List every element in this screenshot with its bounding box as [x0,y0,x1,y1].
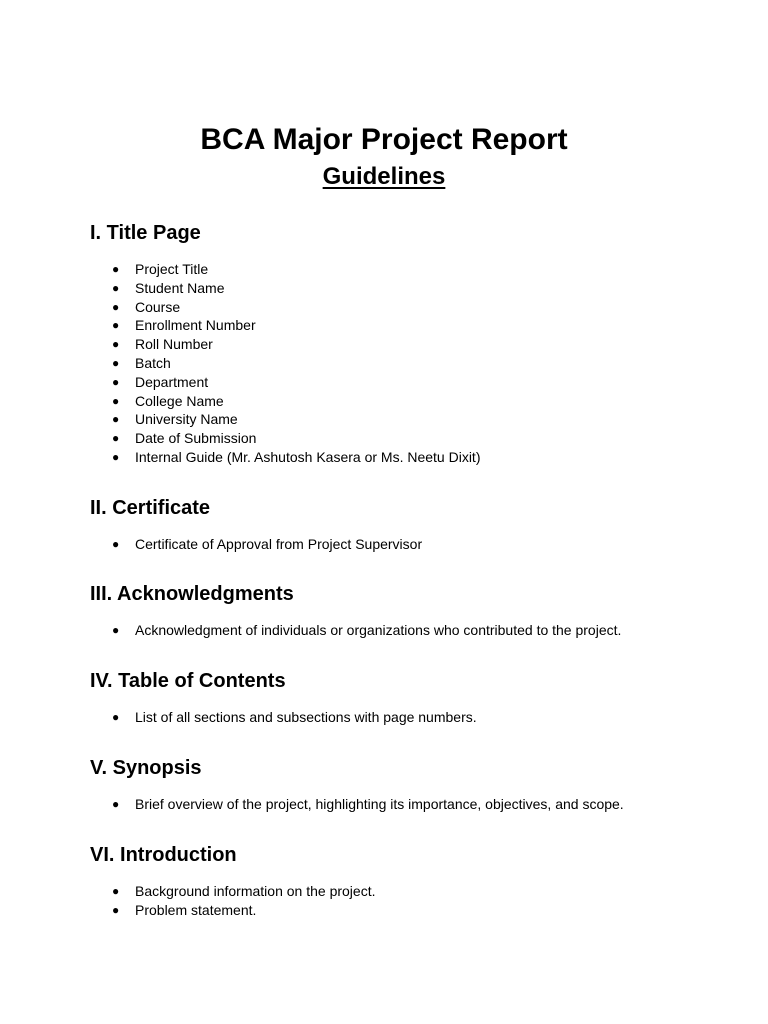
list-item [90,429,710,448]
bullet-list [90,535,710,554]
bullet-icon: ● [112,902,120,917]
bullet-icon: ● [112,262,120,276]
bullet-icon: ● [112,318,120,333]
list-item [90,621,710,640]
section-heading: IV. Table of Contents [90,670,286,692]
list-item [90,335,710,354]
bullet-icon: ● [112,884,120,898]
list-item [90,260,710,279]
list-item-text: Batch [135,354,171,371]
list-item [90,708,710,727]
document-title: BCA Major Project Report [200,123,568,156]
list-item [90,901,710,920]
bullet-list [90,795,710,814]
section-heading: III. Acknowledgments [90,583,294,605]
list-item-text: University Name [135,411,238,428]
list-item [90,373,710,392]
bullet-list [90,621,710,640]
bullet-icon: ● [112,355,120,370]
section-heading: V. Synopsis [90,757,202,779]
bullet-icon: ● [112,623,120,637]
bullet-icon: ● [112,299,120,314]
list-item-text: Roll Number [135,336,213,353]
section-table-of-contents [90,669,710,727]
list-item-text: Internal Guide (Mr. Ashutosh Kasera or Ms. Neetu Dixit) [135,448,481,465]
list-item-text: Department [135,373,209,390]
list-item [90,410,710,429]
bullet-icon: ● [112,337,120,352]
section-heading: VI. Introduction [90,844,237,866]
list-item-text: Project Title [135,261,209,277]
list-item-text: Acknowledgment of individuals or organizations who contributed to the project. [135,622,622,638]
bullet-icon: ● [112,537,120,551]
list-item-text: Brief overview of the project, highlighting its importance, objectives, and scope. [135,796,624,812]
list-item [90,279,710,298]
bullet-icon: ● [112,449,120,464]
list-item [90,882,710,901]
bullet-icon: ● [112,393,120,408]
list-item [90,354,710,373]
section-introduction [90,843,710,920]
list-item [90,316,710,335]
list-item [90,298,710,317]
section-certificate [90,496,710,554]
list-item-text: Background information on the project. [135,883,376,899]
bullet-list [90,882,710,920]
list-item-text: College Name [135,392,224,409]
bullet-icon: ● [112,280,120,295]
bullet-icon: ● [112,797,120,811]
bullet-icon: ● [112,710,120,724]
list-item-text: Course [135,298,181,315]
list-item-text: List of all sections and subsections with page numbers. [135,709,477,725]
bullet-icon: ● [112,374,120,389]
list-item-text: Enrollment Number [135,317,256,334]
bullet-list [90,708,710,727]
section-acknowledgments [90,582,710,640]
list-item [90,535,710,554]
bullet-icon: ● [112,412,120,427]
bullet-list [90,260,710,467]
bullet-icon: ● [112,431,120,446]
list-item-text: Certificate of Approval from Project Supervisor [135,536,423,552]
list-item [90,448,710,467]
list-item-text: Problem statement. [135,901,257,918]
list-item-text: Date of Submission [135,430,257,447]
list-item [90,392,710,411]
section-heading: II. Certificate [90,497,211,519]
section-title-page [90,221,710,467]
section-synopsis [90,756,710,814]
list-item [90,795,710,814]
document-subtitle: Guidelines [322,163,446,190]
section-heading: I. Title Page [90,222,201,244]
list-item-text: Student Name [135,279,225,296]
